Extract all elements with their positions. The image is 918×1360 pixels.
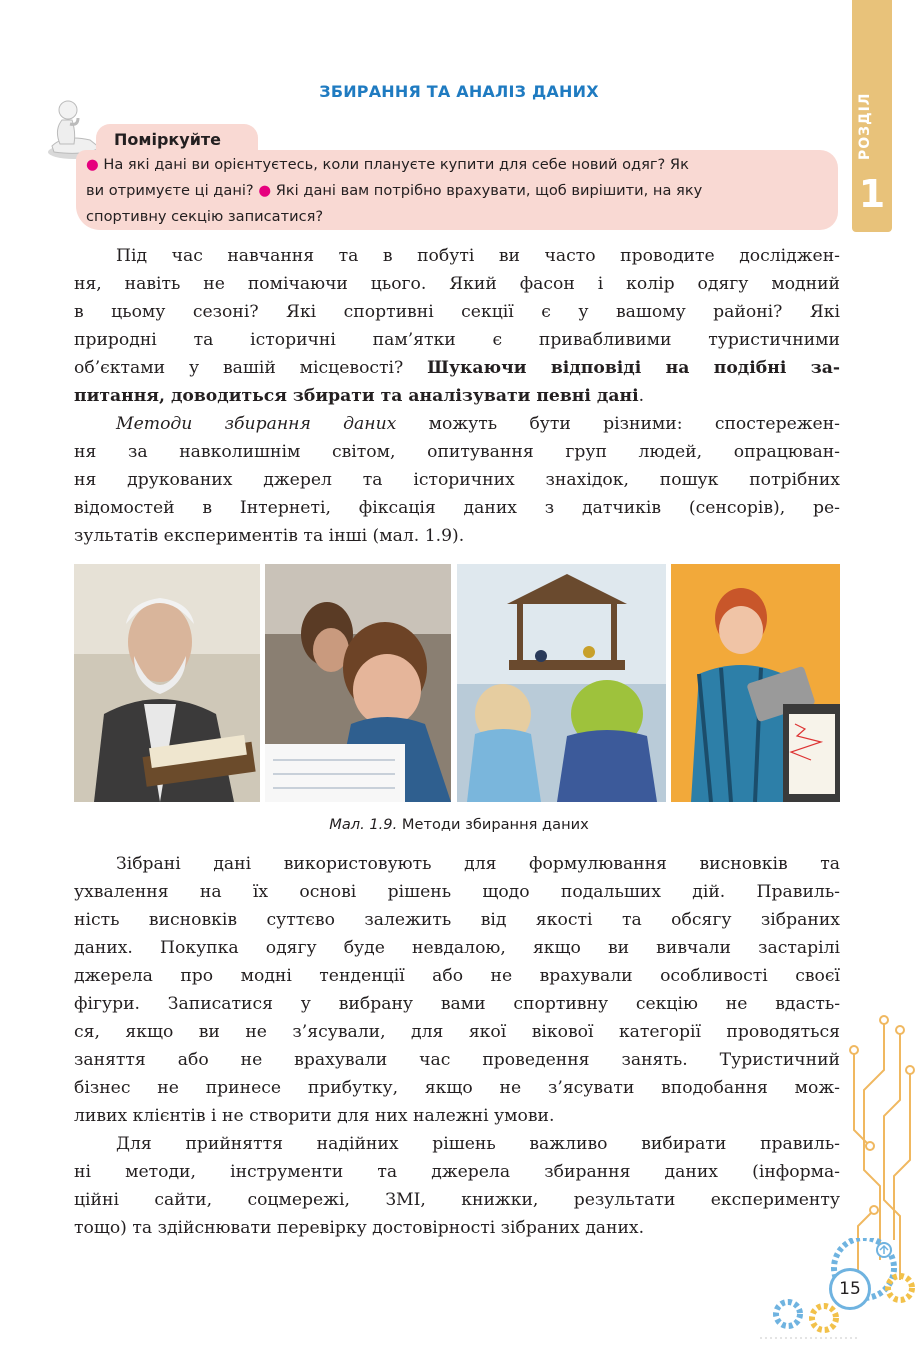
paragraph-line: Під час навчання та в побуті ви часто проводите досліджен- bbox=[116, 246, 840, 266]
paragraph-line: в цьому сезоні? Які спортивні секції є у вашому районі? Які bbox=[74, 302, 840, 322]
bold-span: Шукаючи відповіді на подібні за- bbox=[427, 358, 840, 378]
paragraph-line: ливих клієнтів і не створити для них належні умови. bbox=[74, 1106, 555, 1126]
paragraph-line: ухвалення на їх основі рішень щодо подальших дій. Правиль- bbox=[74, 882, 840, 902]
think-text bbox=[86, 152, 834, 230]
paragraph-line: ність висновків суттєво залежить від якості та обсягу зібраних bbox=[74, 910, 840, 930]
paragraph-line: даних. Покупка одягу буде невдалою, якщо ви вивчали застарілі bbox=[74, 938, 840, 958]
paragraph-line: фігури. Записатися у вибрану вами спортивну секцію не вдасть- bbox=[74, 994, 840, 1014]
paragraph-line: джерела про модні тенденції або не врахували особливості своєї bbox=[74, 966, 840, 986]
paragraph-line: ня друкованих джерел та історичних знахідок, пошук потрібних bbox=[74, 470, 840, 490]
text-span: об’єктами у вашій місцевості? bbox=[74, 358, 404, 378]
bullet-icon: ● bbox=[86, 156, 99, 173]
chapter-number: 1 bbox=[858, 172, 886, 216]
gears-decoration-icon bbox=[740, 1238, 918, 1360]
paragraph-line bbox=[74, 382, 840, 410]
paragraph-line: бізнес не принесе прибутку, якщо не з’ясувати вподобання мож- bbox=[74, 1078, 840, 1098]
chapter-word: РОЗДІЛ bbox=[857, 92, 873, 160]
paragraph-line: відомостей в Інтернеті, фіксація даних з датчиків (сенсорів), ре- bbox=[74, 498, 840, 518]
figure-caption bbox=[0, 816, 918, 833]
paragraph-line: ся, якщо ви не з’ясували, для якої вікової категорії проводяться bbox=[74, 1022, 840, 1042]
photo-old-man-reading bbox=[74, 564, 260, 802]
text-span: можуть бути різними: спостережен- bbox=[396, 414, 840, 434]
paragraph-2 bbox=[74, 410, 840, 550]
paragraph-line: зультатів експериментів та інші (мал. 1.9). bbox=[74, 526, 465, 546]
bold-span: питання, доводиться збирати та аналізувати певні дані bbox=[74, 386, 639, 406]
chapter-tab bbox=[852, 0, 892, 232]
paragraph-4 bbox=[74, 1130, 840, 1242]
figure-text: Методи збирання даних bbox=[397, 816, 589, 833]
paragraph-line: Для прийняття надійних рішень важливо вибирати правиль- bbox=[116, 1134, 840, 1154]
think-title: Поміркуйте bbox=[114, 130, 222, 149]
page-number: 15 bbox=[829, 1268, 871, 1310]
paragraph-line: заняття або не врахували час проведення занять. Туристичний bbox=[74, 1050, 840, 1070]
think-line-1: На які дані ви орієнтуєтесь, коли плануєте купити для себе новий одяг? Як bbox=[103, 156, 689, 173]
text-span: . bbox=[638, 386, 645, 406]
section-title: ЗБИРАННЯ ТА АНАЛІЗ ДАНИХ bbox=[319, 82, 599, 101]
photo-students-writing bbox=[265, 564, 451, 802]
photo-children-birdfeeder bbox=[457, 564, 666, 802]
figure-photos bbox=[74, 564, 840, 802]
think-line-4: спортивну секцію записатися? bbox=[86, 208, 324, 225]
paragraph-line bbox=[74, 410, 840, 438]
paragraph-3 bbox=[74, 850, 840, 1130]
bullet-icon: ● bbox=[258, 182, 272, 199]
paragraph-line: природні та історичні пам’ятки є привабливими туристичними bbox=[74, 330, 840, 350]
paragraph-line: ційні сайти, соцмережі, ЗМІ, книжки, результати експерименту bbox=[74, 1190, 840, 1210]
paragraph-line: тощо) та здійснювати перевірку достовірності зібраних даних. bbox=[74, 1218, 645, 1238]
italic-term: Методи збирання даних bbox=[116, 414, 397, 434]
paragraph-line: ні методи, інструменти та джерела збирання даних (інформа- bbox=[74, 1162, 840, 1182]
think-line-2: ви отримуєте ці дані? bbox=[86, 182, 254, 199]
paragraph-line: Зібрані дані використовують для формулювання висновків та bbox=[116, 854, 840, 874]
figure-label: Мал. 1.9. bbox=[329, 816, 398, 833]
photo-boy-tablet-sensor bbox=[671, 564, 840, 802]
think-line-3: Які дані вам потрібно врахувати, щоб вирішити, на яку bbox=[275, 182, 703, 199]
paragraph-1 bbox=[74, 242, 840, 410]
paragraph-line bbox=[74, 354, 840, 382]
paragraph-line: ня за навколишнім світом, опитування груп людей, опрацюван- bbox=[74, 442, 840, 462]
paragraph-line: ня, навіть не помічаючи цього. Який фасон і колір одягу модний bbox=[74, 274, 840, 294]
